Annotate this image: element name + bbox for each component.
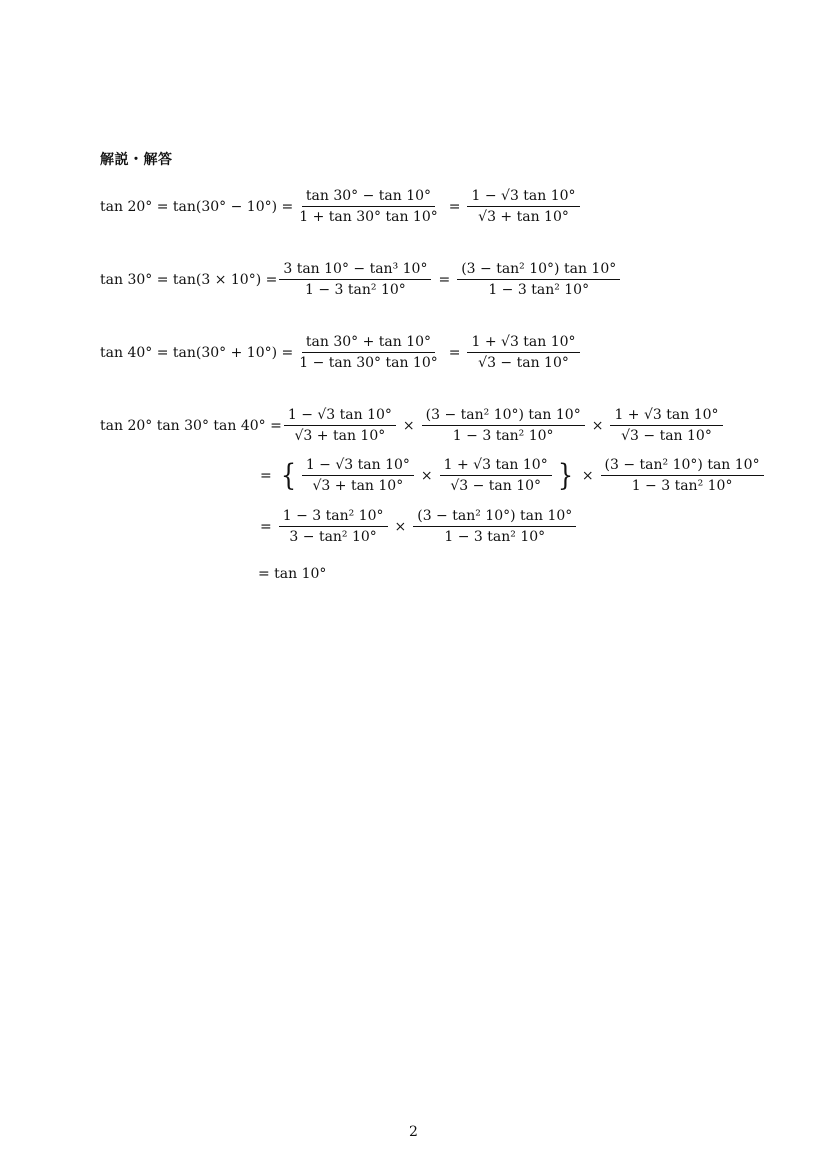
equals-sign: = [448, 198, 461, 215]
fraction [467, 188, 579, 225]
equals-sign: = [260, 518, 272, 535]
denominator: 1 − 3 tan² 10° [444, 529, 546, 546]
times-sign: × [402, 417, 415, 434]
fraction [467, 334, 579, 371]
times-sign: × [581, 467, 594, 484]
numerator: tan 30° − tan 10° [302, 188, 435, 207]
denominator: √3 + tan 10° [294, 428, 386, 445]
numerator: 1 + √3 tan 10° [440, 457, 552, 476]
numerator: (3 − tan² 10°) tan 10° [413, 508, 576, 527]
numerator: (3 − tan² 10°) tan 10° [422, 407, 585, 426]
equals-sign: = [448, 344, 461, 361]
numerator: tan 30° + tan 10° [302, 334, 435, 353]
fraction [284, 407, 396, 444]
section-heading: 解説・解答 [100, 152, 173, 168]
equation-lhs: tan 40° = tan(30° + 10°) = [100, 344, 294, 361]
equals-sign: = [260, 467, 272, 484]
times-sign: × [420, 467, 433, 484]
fraction [457, 261, 620, 298]
numerator: 1 − √3 tan 10° [467, 188, 579, 207]
denominator: √3 − tan 10° [621, 428, 712, 445]
fraction [295, 334, 442, 371]
denominator: √3 − tan 10° [450, 478, 542, 495]
equation-step-regroup [255, 457, 766, 494]
right-brace: } [557, 457, 573, 493]
denominator: 1 − 3 tan² 10° [488, 282, 590, 299]
denominator: 1 − 3 tan² 10° [305, 282, 406, 299]
fraction [302, 457, 414, 494]
numerator: 3 tan 10° − tan³ 10° [279, 261, 431, 280]
numerator: 1 − √3 tan 10° [302, 457, 414, 476]
fraction [413, 508, 576, 545]
numerator: (3 − tan² 10°) tan 10° [601, 457, 764, 476]
denominator: 1 + tan 30° tan 10° [299, 209, 438, 226]
left-brace: { [280, 457, 296, 493]
equation-result [258, 567, 326, 581]
fraction [601, 457, 764, 494]
equation-lhs: tan 20° = tan(30° − 10°) = [100, 198, 294, 215]
numerator: (3 − tan² 10°) tan 10° [457, 261, 620, 280]
denominator: 3 − tan² 10° [289, 529, 377, 546]
page-number: 2 [409, 1124, 418, 1140]
numerator: 1 − 3 tan² 10° [279, 508, 388, 527]
equation-lhs: tan 30° = tan(3 × 10°) = [100, 271, 278, 288]
fraction [422, 407, 585, 444]
times-sign: × [394, 518, 407, 535]
denominator: 1 − 3 tan² 10° [452, 428, 554, 445]
denominator: √3 − tan 10° [478, 355, 569, 372]
equation-step-simplify [255, 508, 578, 545]
times-sign: × [591, 417, 604, 434]
numerator: 1 + √3 tan 10° [467, 334, 579, 353]
equation-lhs: tan 20° tan 30° tan 40° = [100, 417, 282, 434]
fraction [279, 261, 431, 298]
numerator: 1 − √3 tan 10° [284, 407, 396, 426]
denominator: √3 + tan 10° [312, 478, 404, 495]
equals-sign: = [438, 271, 451, 288]
equation-tan30 [100, 261, 622, 298]
fraction [295, 188, 442, 225]
result-text: = tan 10° [258, 566, 327, 582]
fraction [610, 407, 722, 444]
denominator: 1 − tan 30° tan 10° [299, 355, 438, 372]
fraction [440, 457, 552, 494]
denominator: 1 − 3 tan² 10° [631, 478, 733, 495]
equation-tan40 [100, 334, 582, 371]
denominator: √3 + tan 10° [478, 209, 569, 226]
numerator: 1 + √3 tan 10° [610, 407, 722, 426]
equation-tan20 [100, 188, 582, 225]
fraction [279, 508, 388, 545]
equation-product [100, 407, 725, 444]
